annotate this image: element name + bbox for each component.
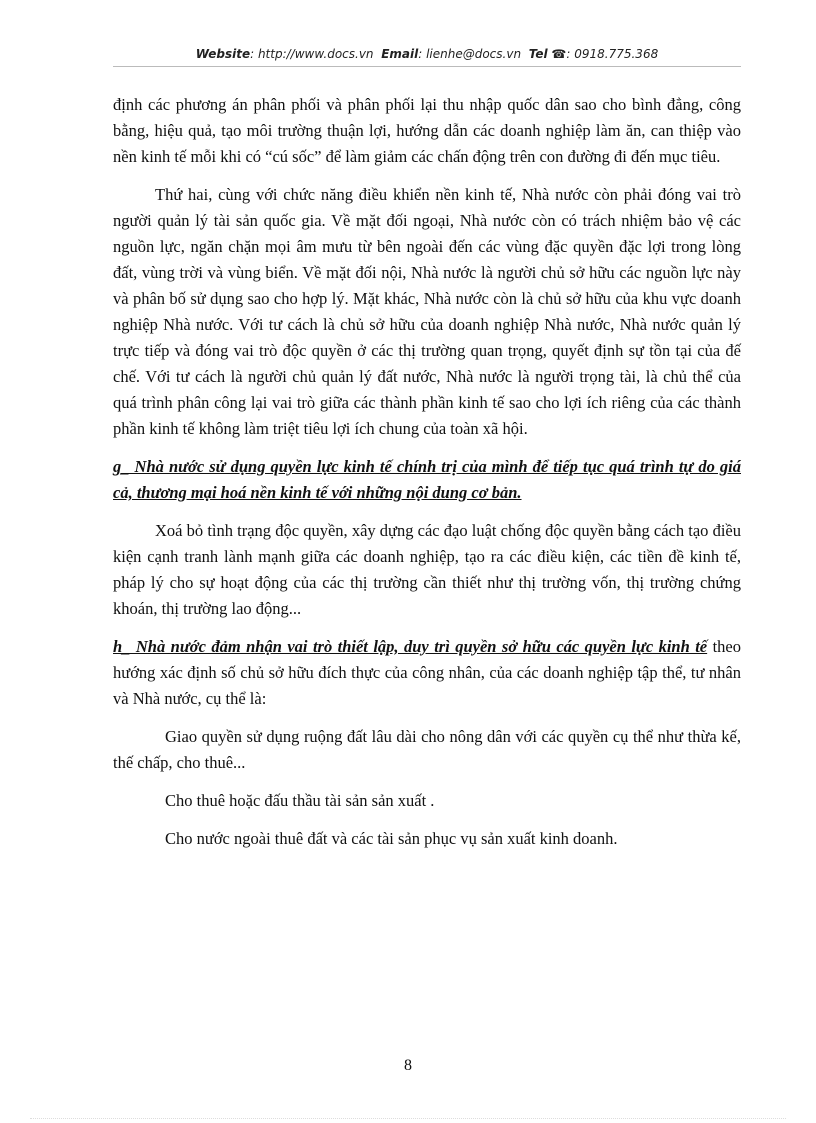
email-value[interactable]: : lienhe@docs.vn <box>418 47 522 61</box>
website-value[interactable]: : http://www.docs.vn <box>250 47 374 61</box>
page-header <box>113 47 741 61</box>
phone-icon: ☎ <box>551 47 567 61</box>
paragraph-1: định các phương án phân phối và phân phối lại thu nhập quốc dân sao cho bình đẳng, công bằng, hiệu quả, tạo môi trường thuận lợi, hướng dẫn các doanh nghiệp làm ăn, can thiệp vào nền kinh tế mỗi khi có “cú sốc” để làm giảm các chấn động trên con đường đi đến mục tiêu. <box>113 95 741 166</box>
document-body <box>113 92 741 864</box>
paragraph-3: Xoá bỏ tình trạng độc quyền, xây dựng các đạo luật chống độc quyền bằng cách tạo điều kiện cạnh tranh lành mạnh giữa các doanh nghiệp, tạo ra các điều kiện, các tiền đề kinh tế, pháp lý cho sự hoạt động của các thị trường cần thiết như thị trường vốn, thị trường chứng khoán, thị trường lao động... <box>113 521 741 618</box>
list-item-3: Cho nước ngoài thuê đất và các tài sản phục vụ sản xuất kinh doanh. <box>165 829 618 848</box>
heading-g: g_ Nhà nước sử dụng quyền lực kinh tế chính trị của mình để tiếp tục quá trình tự do giá cả, thương mại hoá nền kinh tế với những nội dung cơ bản. <box>113 457 741 502</box>
footer-divider <box>30 1118 786 1119</box>
list-item-1: Giao quyền sử dụng ruộng đất lâu dài cho nông dân với các quyền cụ thể như thừa kế, thế chấp, cho thuê... <box>113 727 741 772</box>
tel-label: Tel <box>528 47 548 61</box>
heading-h: h_ Nhà nước đảm nhận vai trò thiết lập, duy trì quyền sở hữu các quyền lực kinh tế <box>113 637 708 656</box>
header-divider <box>113 66 741 67</box>
paragraph-4-text: theo hướng xác định số chủ sở hữu đích thực của công nhân, của các doanh nghiệp tập thể, tư nhân và Nhà nước, cụ thể là: <box>113 637 741 708</box>
email-label: Email <box>381 47 419 61</box>
paragraph-2: Thứ hai, cùng với chức năng điều khiển nền kinh tế, Nhà nước còn phải đóng vai trò người quản lý tài sản quốc gia. Về mặt đối ngoại, Nhà nước còn có trách nhiệm bảo vệ các nguồn lực, ngăn chặn mọi âm mưu từ bên ngoài đến các vùng đặc quyền đặc lợi trong lòng đất, vùng trời và vùng biển. Về mặt đối nội, Nhà nước là người chủ sở hữu các nguồn lực này và phân bố sử dụng sao cho hợp lý. Mặt khác, Nhà nước còn là chủ sở hữu của khu vực doanh nghiệp Nhà nước. Với tư cách là chủ sở hữu của doanh nghiệp Nhà nước, Nhà nước quản lý trực tiếp và đóng vai trò độc quyền ở các thị trường quan trọng, quyết định sự tồn tại của đế chế. Với tư cách là người chủ quản lý đất nước, Nhà nước là người trọng tài, là chủ thể của quá trình phân công lại vai trò giữa các thành phần kinh tế sao cho lợi ích riêng của các thành phần kinh tế không làm triệt tiêu lợi ích chung của toàn xã hội. <box>113 185 741 438</box>
website-label: Website <box>195 47 251 61</box>
tel-value: : 0918.775.368 <box>566 47 659 61</box>
paragraph-4 <box>113 634 741 712</box>
list-item-2: Cho thuê hoặc đấu thầu tài sản sản xuất . <box>165 791 435 810</box>
page-number: 8 <box>404 1057 412 1074</box>
